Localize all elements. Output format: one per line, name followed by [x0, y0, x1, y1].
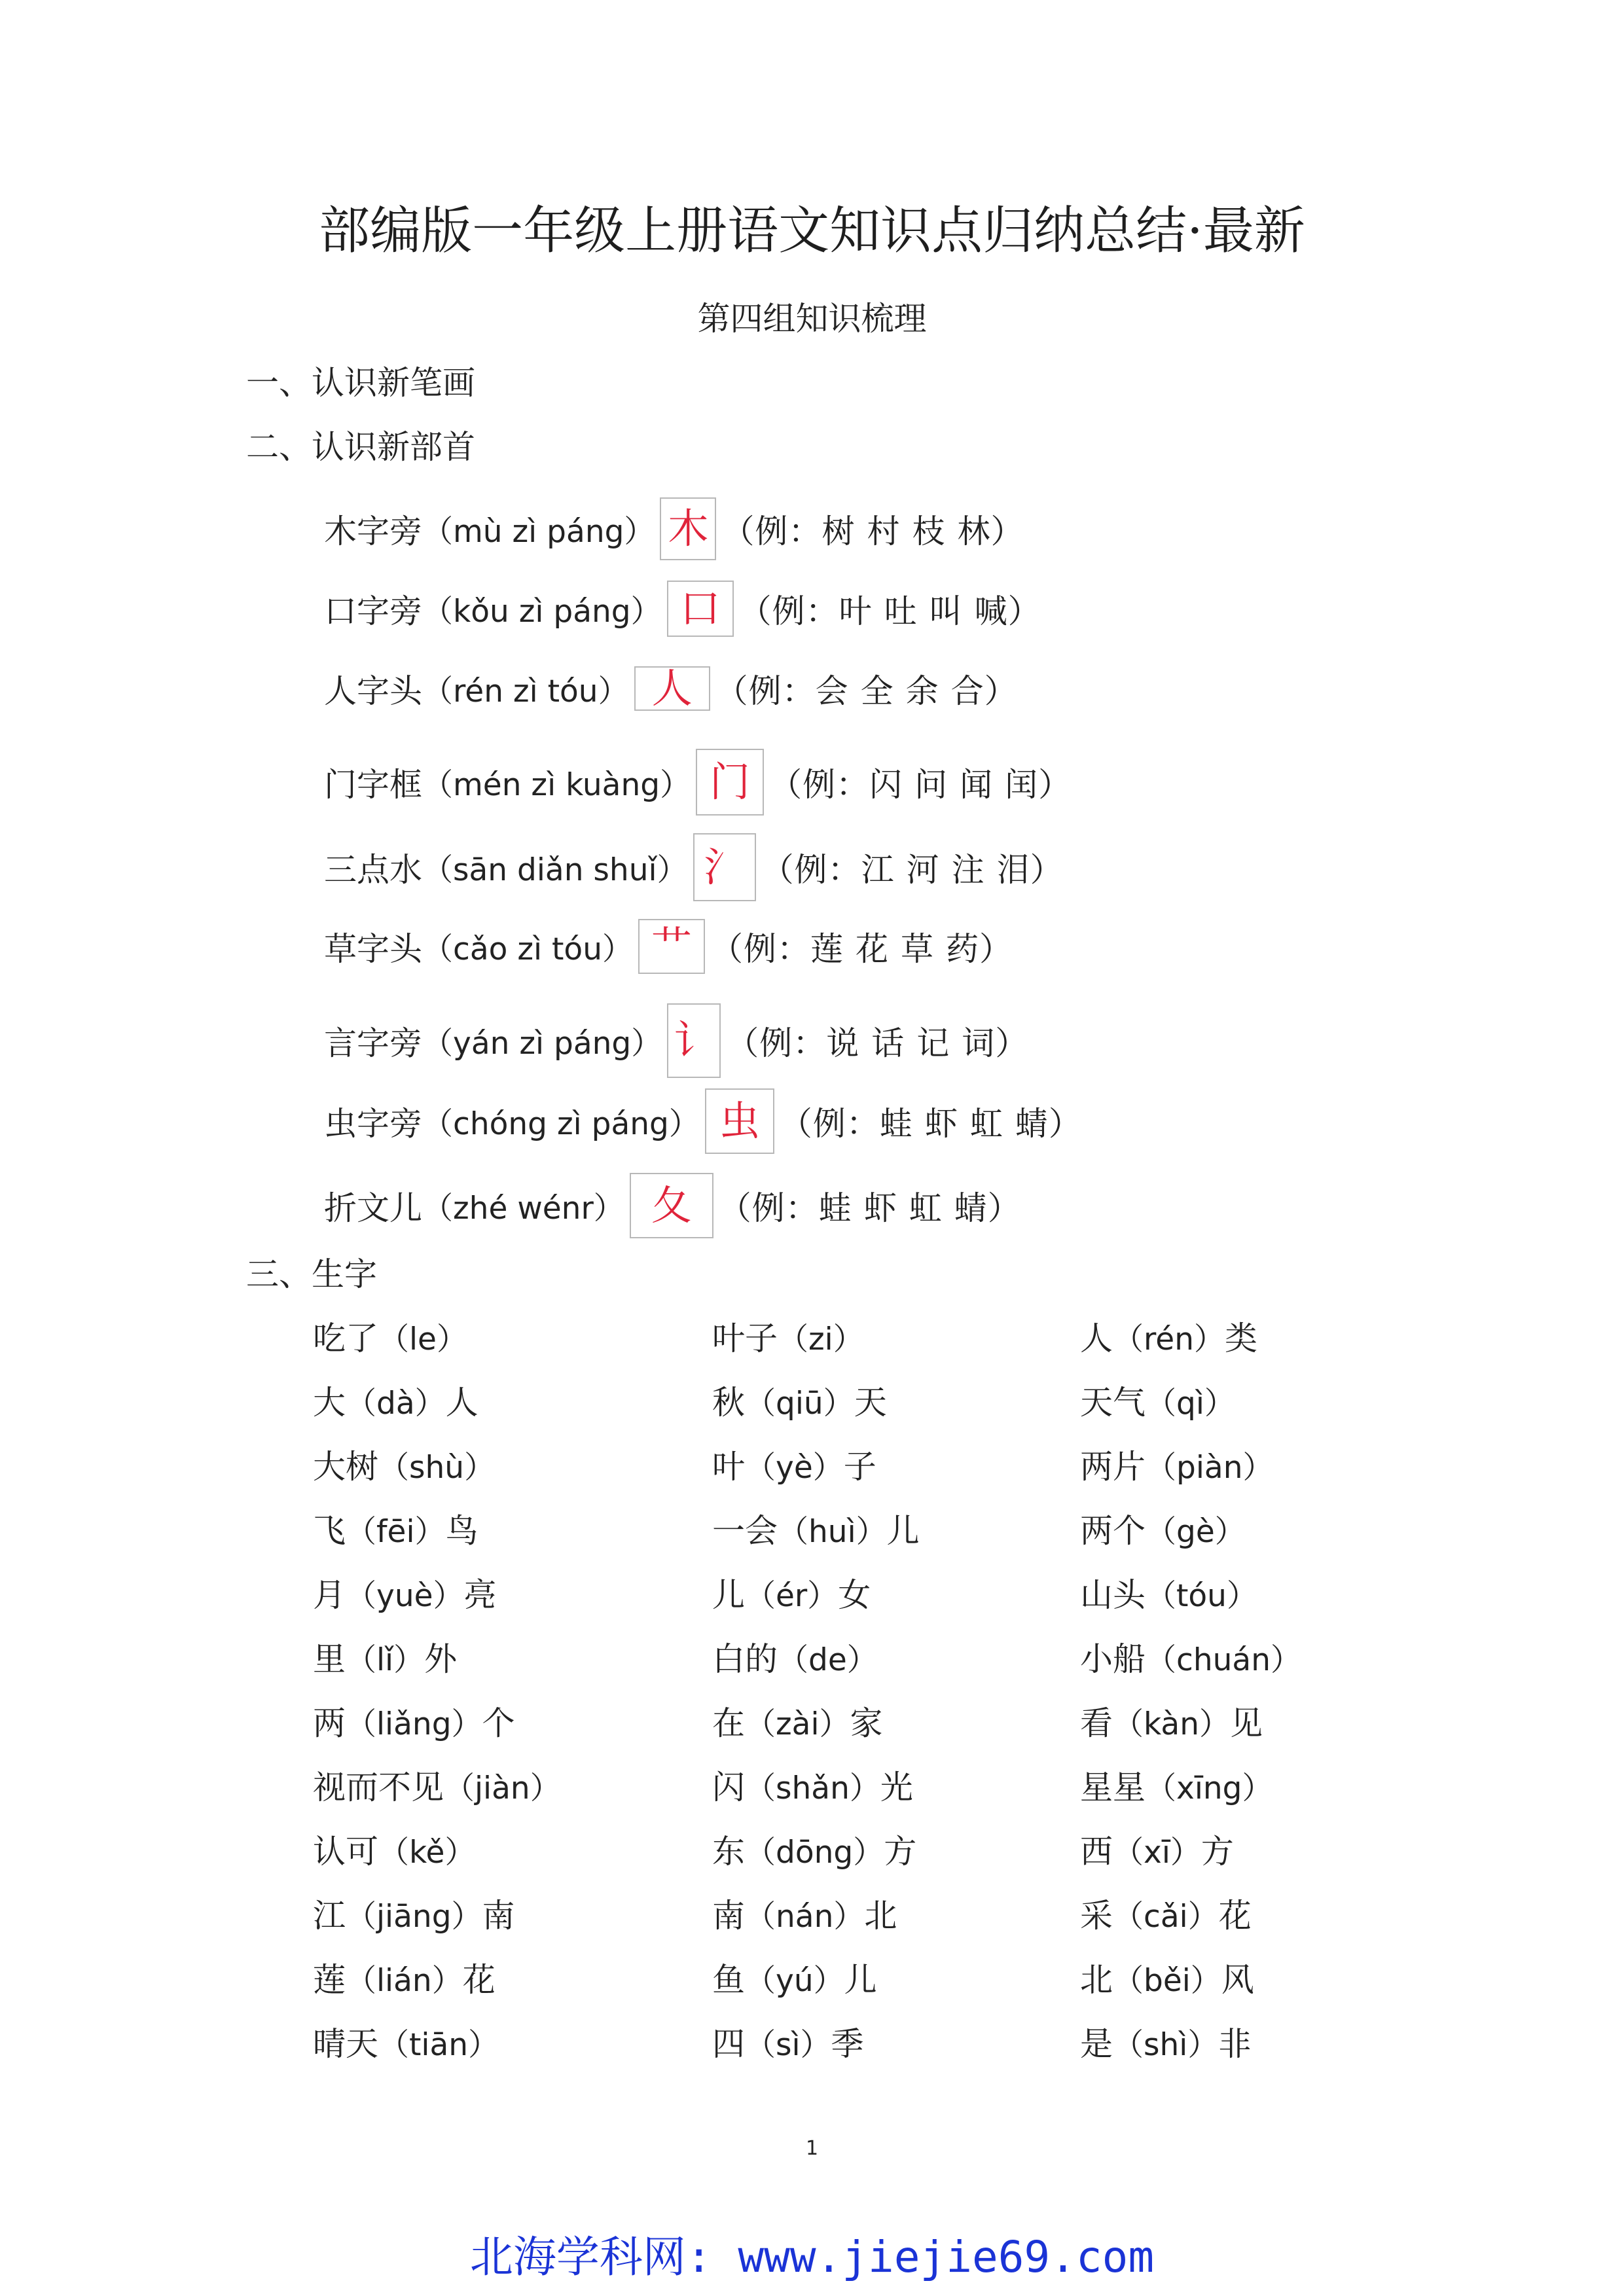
example-character: 树 — [821, 512, 856, 550]
vocab-item: 是（shì）非 — [1080, 2025, 1252, 2063]
radical-name: 门字框 — [324, 766, 422, 804]
vocab-item: 秋（qiū）天 — [712, 1384, 887, 1422]
radical-pinyin: （yán zì páng） — [422, 1025, 662, 1062]
example-character: 村 — [867, 512, 901, 550]
radical-name: 木字旁 — [324, 512, 422, 550]
radical-row — [324, 1170, 1021, 1242]
radical-name: 口字旁 — [324, 592, 422, 630]
radical-name: 草字头 — [324, 930, 422, 968]
example-character: 蜻 — [954, 1189, 988, 1227]
example-character: 蜻 — [1015, 1105, 1049, 1143]
example-character: 药 — [945, 930, 979, 968]
radical-examples: （例：说 话 记 词） — [726, 1024, 1029, 1062]
radical-examples: （例：蛙 虾 虹 蜻） — [779, 1105, 1082, 1143]
example-character: 叶 — [839, 592, 873, 630]
radical-examples: （例：叶 吐 叫 喊） — [738, 592, 1041, 630]
example-character: 闻 — [960, 766, 994, 804]
example-character: 枝 — [912, 512, 946, 550]
radical-examples: （例：树 村 枝 林） — [721, 512, 1024, 550]
radical-examples: （例：蛙 虾 虹 蜻） — [718, 1189, 1021, 1227]
example-character: 合 — [950, 672, 984, 710]
vocab-item: 大（dà）人 — [313, 1384, 478, 1422]
radical-row — [324, 831, 1064, 903]
radical-examples: （例：会 全 余 合） — [715, 672, 1018, 710]
radical-examples: （例：莲 花 草 药） — [710, 930, 1013, 968]
vocab-item: 江（jiāng）南 — [313, 1897, 515, 1935]
section-heading-strokes: 一、认识新笔画 — [246, 364, 475, 402]
vocab-item: 儿（ér）女 — [712, 1576, 871, 1614]
section-heading-characters: 三、生字 — [246, 1255, 377, 1293]
example-character: 话 — [871, 1024, 905, 1062]
radical-pinyin: （chóng zì páng） — [422, 1105, 700, 1142]
radical-pinyin: （sān diǎn shuǐ） — [422, 852, 688, 888]
radical-row — [324, 653, 1018, 725]
vocab-item: 大树（shù） — [313, 1448, 496, 1486]
example-character: 林 — [957, 512, 991, 550]
example-character: 蛙 — [879, 1105, 913, 1143]
example-character: 问 — [914, 766, 948, 804]
example-character: 记 — [916, 1024, 950, 1062]
radical-glyph-icon: 虫 — [705, 1088, 774, 1154]
radical-pinyin: （zhé wénr） — [422, 1190, 624, 1227]
vocab-item: 白的（de） — [712, 1640, 878, 1678]
vocab-item: 星星（xīng） — [1080, 1768, 1273, 1806]
radical-name: 言字旁 — [324, 1024, 422, 1062]
vocab-item: 天气（qì） — [1080, 1384, 1235, 1422]
example-character: 虹 — [969, 1105, 1003, 1143]
radical-glyph-icon: 氵 — [693, 833, 756, 901]
radical-name: 人字头 — [324, 672, 422, 710]
example-character: 泪 — [996, 851, 1030, 889]
vocab-item: 月（yuè）亮 — [313, 1576, 497, 1614]
example-character: 莲 — [810, 930, 844, 968]
vocab-item: 一会（huì）儿 — [712, 1512, 920, 1550]
example-character: 吐 — [884, 592, 918, 630]
radical-row — [324, 910, 1013, 982]
radical-examples: （例：江 河 注 泪） — [761, 851, 1064, 889]
vocab-item: 里（lǐ）外 — [313, 1640, 458, 1678]
footer-watermark: 北海学科网: www.jiejie69.com — [469, 2232, 1155, 2282]
vocab-item: 吃了（le） — [313, 1319, 467, 1357]
example-character: 全 — [860, 672, 894, 710]
vocab-item: 东（dōng）方 — [712, 1833, 917, 1871]
vocab-item: 四（sì）季 — [712, 2025, 864, 2063]
example-character: 虹 — [909, 1189, 943, 1227]
radical-examples: （例：闪 问 闻 闰） — [769, 766, 1072, 804]
example-character: 江 — [861, 851, 895, 889]
vocab-item: 采（cǎi）花 — [1080, 1897, 1252, 1935]
vocab-item: 小船（chuán） — [1080, 1640, 1302, 1678]
page-number: 1 — [805, 2137, 819, 2160]
radical-glyph-icon: 讠 — [667, 1003, 721, 1078]
radical-row — [324, 493, 1024, 565]
radical-pinyin: （mù zì páng） — [422, 513, 655, 550]
vocab-item: 视而不见（jiàn） — [313, 1768, 561, 1806]
radical-name: 折文儿 — [324, 1189, 422, 1227]
radical-glyph-icon: 艹 — [638, 919, 705, 974]
example-character: 注 — [951, 851, 985, 889]
vocab-item: 山头（tóu） — [1080, 1576, 1257, 1614]
radical-glyph-icon: 夂 — [630, 1173, 713, 1238]
section-heading-radicals: 二、认识新部首 — [246, 428, 475, 466]
vocab-item: 鱼（yú）儿 — [712, 1961, 877, 1999]
vocab-item: 人（rén）类 — [1080, 1319, 1257, 1357]
example-character: 会 — [815, 672, 849, 710]
vocab-item: 西（xī）方 — [1080, 1833, 1234, 1871]
vocab-item: 南（nán）北 — [712, 1897, 897, 1935]
example-character: 草 — [900, 930, 934, 968]
vocab-item: 叶子（zi） — [712, 1319, 864, 1357]
vocab-item: 看（kàn）见 — [1080, 1704, 1263, 1742]
example-character: 叫 — [929, 592, 963, 630]
example-character: 说 — [826, 1024, 860, 1062]
radical-name: 三点水 — [324, 851, 422, 889]
radical-pinyin: （mén zì kuàng） — [422, 766, 691, 803]
vocab-item: 晴天（tiān） — [313, 2025, 499, 2063]
document-title: 部编版一年级上册语文知识点归纳总结·最新 — [319, 202, 1305, 260]
radical-glyph-icon: 门 — [696, 749, 764, 816]
example-character: 闪 — [869, 766, 903, 804]
radical-pinyin: （cǎo zì tóu） — [422, 931, 633, 967]
example-character: 词 — [962, 1024, 996, 1062]
example-character: 喊 — [974, 592, 1008, 630]
vocab-item: 在（zài）家 — [712, 1704, 883, 1742]
example-character: 花 — [855, 930, 889, 968]
radical-name: 虫字旁 — [324, 1105, 422, 1143]
vocab-item: 飞（fēi）鸟 — [313, 1512, 478, 1550]
radical-row — [324, 573, 1041, 645]
vocab-item: 闪（shǎn）光 — [712, 1768, 913, 1806]
example-character: 虾 — [863, 1189, 897, 1227]
radical-glyph-icon: 木 — [660, 497, 716, 560]
radical-row — [324, 746, 1072, 818]
vocab-item: 两个（gè） — [1080, 1512, 1246, 1550]
vocab-item: 两片（piàn） — [1080, 1448, 1274, 1486]
example-character: 闰 — [1005, 766, 1039, 804]
vocab-item: 两（liǎng）个 — [313, 1704, 515, 1742]
example-character: 河 — [906, 851, 940, 889]
vocab-item: 认可（kě） — [313, 1833, 476, 1871]
example-character: 余 — [905, 672, 939, 710]
example-character: 蛙 — [818, 1189, 852, 1227]
vocab-item: 莲（lián）花 — [313, 1961, 496, 1999]
vocab-item: 北（běi）风 — [1080, 1961, 1254, 1999]
vocab-item: 叶（yè）子 — [712, 1448, 876, 1486]
radical-row — [324, 1005, 1028, 1077]
radical-row — [324, 1085, 1082, 1157]
radical-glyph-icon: 口 — [667, 581, 734, 637]
example-character: 虾 — [924, 1105, 958, 1143]
radical-pinyin: （rén zì tóu） — [422, 673, 629, 709]
radical-glyph-icon: 人 — [634, 666, 710, 711]
radical-pinyin: （kǒu zì páng） — [422, 593, 662, 630]
document-subtitle: 第四组知识梳理 — [697, 300, 927, 338]
